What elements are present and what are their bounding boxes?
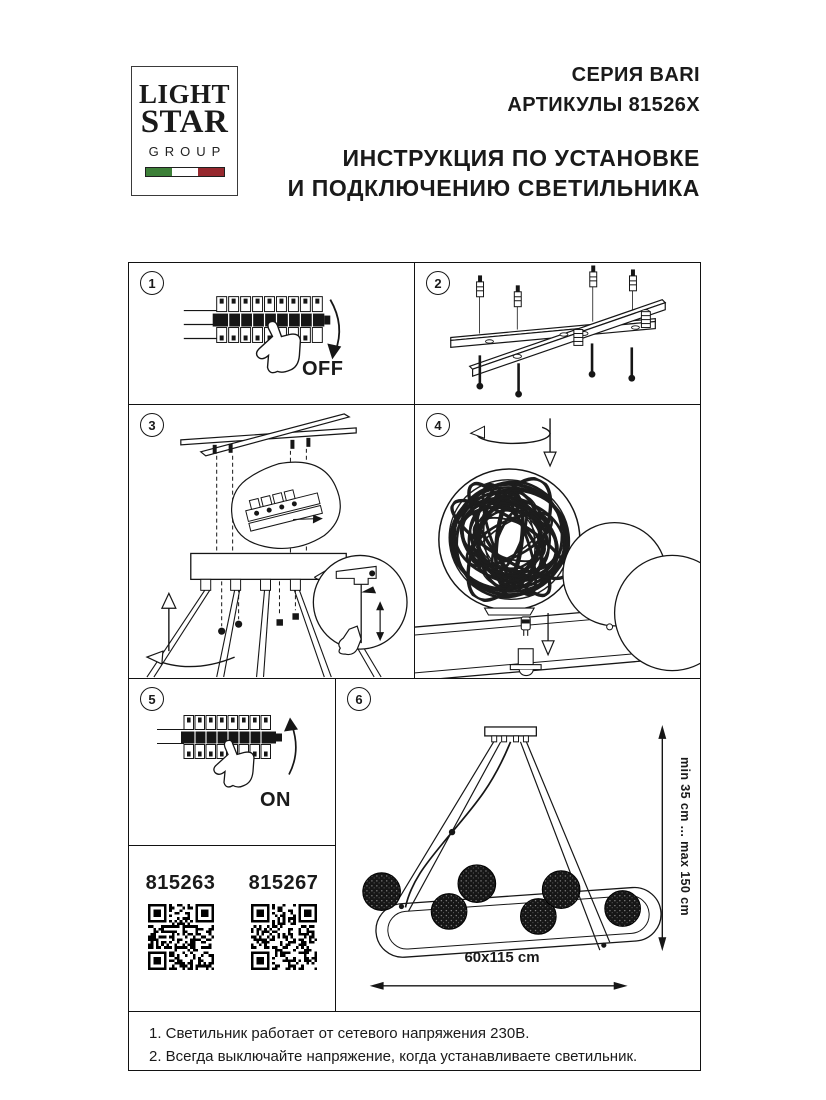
flag-white-segment — [172, 168, 198, 176]
vertical-dimension — [658, 725, 666, 951]
step-panel-2 — [415, 263, 700, 405]
qr-section — [129, 846, 335, 1011]
articles-title: АРТИКУЛЫ 81526X — [507, 94, 700, 116]
step-panel-4 — [415, 405, 700, 679]
article-code-label: 815267 — [248, 872, 319, 894]
qr-code-image — [251, 904, 317, 970]
main-title-line2: И ПОДКЛЮЧЕНИЮ СВЕТИЛЬНИКА — [287, 175, 700, 201]
canopy-install-illustration — [129, 405, 414, 678]
rotate-arrow-icon — [477, 427, 550, 443]
flag-green-segment — [146, 168, 172, 176]
step-panel-3 — [129, 405, 415, 679]
step-badge-3: 3 — [140, 413, 164, 437]
arrow-up-icon — [289, 726, 296, 775]
off-label: OFF — [302, 358, 344, 380]
series-title: СЕРИЯ BARI — [571, 64, 700, 86]
step-badge-4: 4 — [426, 413, 450, 437]
mounting-bars-illustration — [415, 263, 700, 404]
step-panel-5 — [129, 679, 335, 846]
logo-light-text: LIGHT — [138, 79, 231, 109]
horizontal-dimension — [370, 982, 628, 990]
note-line: 2. Всегда выключайте напряжение, когда устанавливаете светильник. — [149, 1048, 638, 1065]
header-text-block — [288, 60, 700, 203]
main-title-line1: ИНСТРУКЦИЯ ПО УСТАНОВКЕ — [342, 145, 700, 171]
arrow-down-icon — [330, 300, 339, 352]
step-badge-5: 5 — [140, 687, 164, 711]
article-code-block-2 — [232, 872, 335, 1011]
notes-section — [128, 1012, 701, 1071]
logo-star-text: STAR — [140, 104, 229, 140]
breaker-off-illustration — [129, 263, 414, 404]
step-badge-1: 1 — [140, 271, 164, 295]
step-panel-6 — [336, 679, 700, 1011]
horizontal-dimension-label: 60x115 cm — [464, 949, 540, 966]
step-badge-6: 6 — [347, 687, 371, 711]
vertical-dimension-label: min 35 cm ... max 150 cm — [678, 757, 692, 916]
logo-group-text: GROUP — [148, 144, 227, 159]
instruction-grid — [128, 262, 701, 1071]
on-label: ON — [260, 789, 291, 811]
flag-red-segment — [198, 168, 224, 176]
step-panel-1 — [129, 263, 415, 405]
cable-grip-detail — [313, 555, 407, 654]
bulb-socket-detail — [510, 613, 554, 676]
lightstar-logo — [131, 66, 238, 196]
qr-code-image — [148, 904, 214, 970]
article-code-block-1 — [129, 872, 232, 1011]
note-line: 1. Светильник работает от сетевого напряжения 230В. — [149, 1025, 530, 1042]
italian-flag-stripe — [145, 167, 225, 177]
article-code-label: 815263 — [145, 872, 216, 894]
step-badge-2: 2 — [426, 271, 450, 295]
ball-install-illustration — [415, 405, 700, 678]
